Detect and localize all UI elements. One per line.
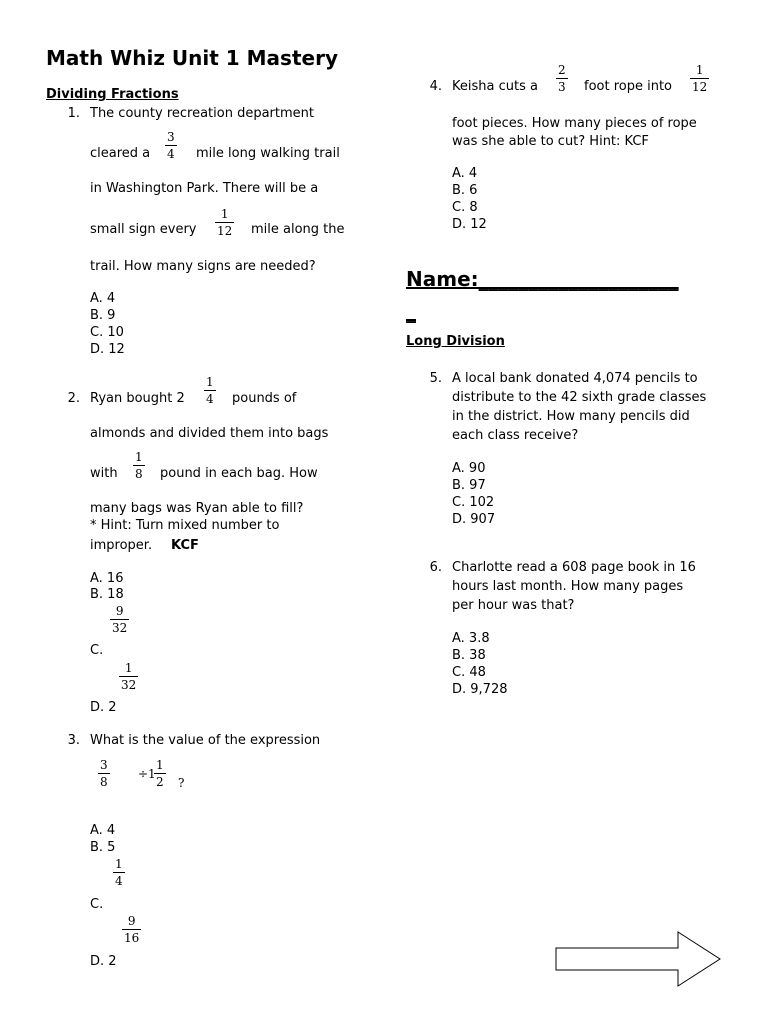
division-operator: ÷1 [138, 767, 156, 781]
question-number: 3. [67, 733, 80, 748]
question-text: cleared a [90, 146, 151, 161]
answer-option: A. 4 [452, 166, 478, 181]
answer-option: D. 2 [90, 954, 117, 969]
question-text: foot pieces. How many pieces of rope [452, 116, 697, 131]
question-text: was she able to cut? Hint: KCF [452, 134, 649, 149]
question-text: in the district. How many pencils did [452, 409, 690, 424]
section-dividing-fractions: Dividing Fractions [46, 87, 179, 102]
fraction [122, 914, 141, 945]
answer-option: B. 18 [90, 587, 124, 602]
answer-option: D. 907 [452, 512, 496, 527]
hint-kcf: KCF [171, 538, 199, 553]
numerator: 1 [206, 375, 214, 389]
question-number: 2. [67, 391, 80, 406]
question-text: mile along the [251, 222, 345, 237]
question-mark: ? [178, 776, 185, 790]
numerator: 1 [220, 207, 229, 221]
numerator: 1 [124, 661, 133, 675]
answer-option: B. 6 [452, 183, 478, 198]
answer-option: C. 10 [90, 325, 124, 340]
answer-option: B. 9 [90, 308, 116, 323]
numerator: 3 [100, 758, 108, 772]
denominator: 4 [206, 392, 214, 406]
numerator: 1 [695, 63, 704, 77]
answer-option: A. 16 [90, 571, 124, 586]
page-title: Math Whiz Unit 1 Mastery [46, 46, 338, 70]
answer-option: D. 9,728 [452, 682, 508, 697]
question-number: 4. [429, 79, 442, 94]
fraction [113, 857, 125, 888]
question-number: 1. [67, 106, 80, 121]
question-text: mile long walking trail [196, 146, 340, 161]
answer-option: D. 12 [90, 342, 125, 357]
numerator: 1 [156, 758, 164, 772]
answer-option: C. 102 [452, 495, 495, 510]
fraction [154, 758, 166, 789]
question-text: What is the value of the expression [90, 733, 321, 748]
fraction [215, 207, 234, 238]
question-text: Charlotte read a 608 page book in 16 [452, 560, 696, 575]
answer-option: A. 4 [90, 291, 116, 306]
name-field: Name:____________________ [406, 267, 679, 291]
denominator: 3 [558, 80, 566, 94]
answer-option: D. 2 [90, 700, 117, 715]
denominator: 16 [124, 931, 140, 945]
question-text: many bags was Ryan able to fill? [90, 501, 304, 516]
question-text: foot rope into [584, 79, 673, 94]
question-number: 5. [429, 371, 442, 386]
answer-option: B. 38 [452, 648, 486, 663]
denominator: 4 [115, 874, 123, 888]
answer-option: C. [90, 643, 104, 658]
section-long-division: Long Division [406, 334, 505, 349]
hint-text: improper. [90, 538, 153, 553]
answer-option: B. 97 [452, 478, 486, 493]
right-arrow-icon [550, 926, 730, 992]
fraction [98, 758, 110, 789]
question-text: per hour was that? [452, 598, 575, 613]
question-text: Keisha cuts a [452, 79, 538, 94]
answer-option: D. 12 [452, 217, 487, 232]
question-text: in Washington Park. There will be a [90, 181, 319, 196]
fraction [110, 604, 129, 635]
hint-text: * Hint: Turn mixed number to [90, 518, 280, 533]
fraction [556, 63, 568, 94]
denominator: 2 [156, 775, 164, 789]
question-text: with [90, 466, 118, 481]
question-text: trail. How many signs are needed? [90, 259, 316, 274]
denominator: 32 [112, 621, 128, 635]
question-text: pounds of [232, 391, 297, 406]
answer-option: A. 3.8 [452, 631, 490, 646]
numerator: 3 [167, 130, 175, 144]
numerator: 1 [135, 450, 143, 464]
fraction [119, 661, 138, 692]
denominator: 4 [167, 147, 175, 161]
question-text: each class receive? [452, 428, 579, 443]
question-text: Ryan bought 2 [90, 391, 185, 406]
answer-option: A. 90 [452, 461, 486, 476]
question-text: The county recreation department [90, 106, 314, 121]
fraction [165, 130, 177, 161]
answer-option: C. 48 [452, 665, 486, 680]
answer-option: A. 4 [90, 823, 116, 838]
answer-option: C. 8 [452, 200, 478, 215]
denominator: 12 [692, 80, 708, 94]
numerator: 2 [558, 63, 566, 77]
denominator: 12 [217, 224, 233, 238]
fraction [133, 450, 145, 481]
name-field-continued: _ [406, 299, 416, 323]
question-text: pound in each bag. How [160, 466, 318, 481]
fraction [690, 63, 709, 94]
numerator: 9 [127, 914, 136, 928]
numerator: 9 [115, 604, 124, 618]
question-text: distribute to the 42 sixth grade classes [452, 390, 707, 405]
denominator: 32 [121, 678, 137, 692]
question-text: almonds and divided them into bags [90, 426, 329, 441]
answer-option: B. 5 [90, 840, 116, 855]
answer-option: C. [90, 897, 104, 912]
denominator: 8 [135, 467, 143, 481]
question-number: 6. [429, 560, 442, 575]
numerator: 1 [115, 857, 123, 871]
denominator: 8 [100, 775, 108, 789]
fraction [204, 375, 216, 406]
question-text: small sign every [90, 222, 197, 237]
question-text: hours last month. How many pages [452, 579, 684, 594]
question-text: A local bank donated 4,074 pencils to [452, 371, 698, 386]
